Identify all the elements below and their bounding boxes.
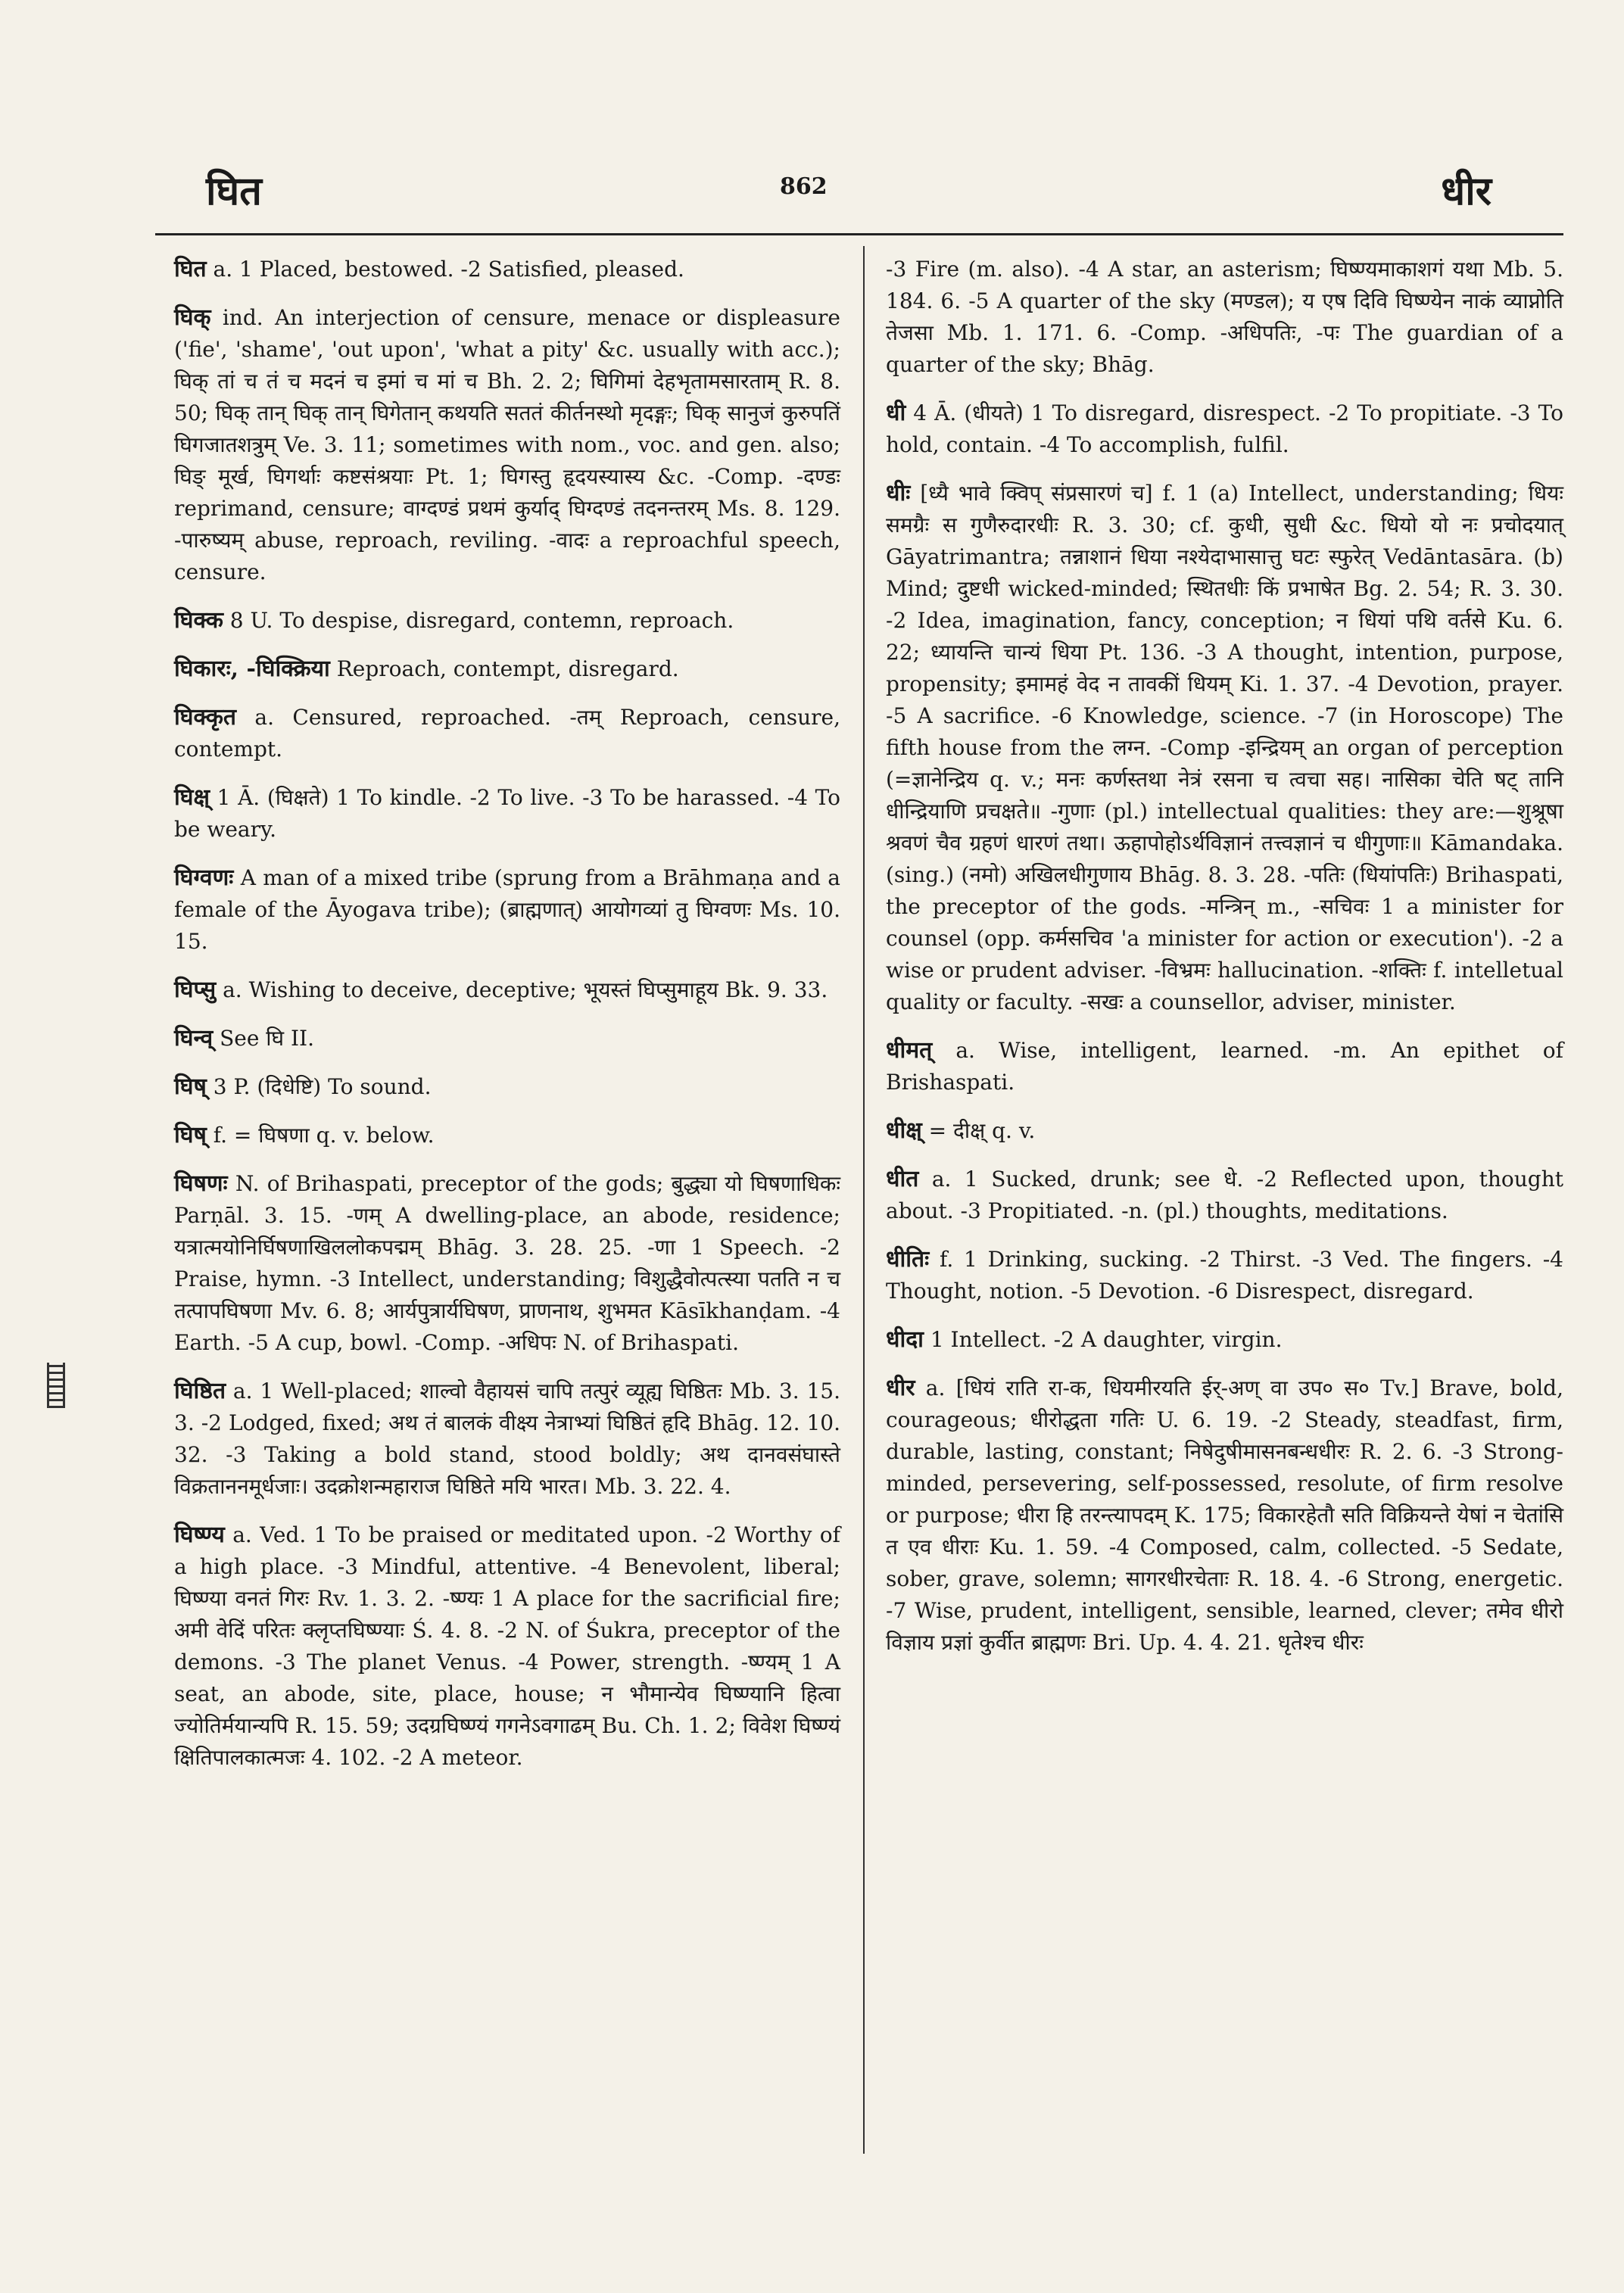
dictionary-entry	[174, 1375, 840, 1503]
entry-headword: घिक्	[174, 304, 211, 331]
entry-headword: धीत	[886, 1166, 919, 1192]
dictionary-entry	[174, 1023, 840, 1055]
dictionary-entry	[174, 1519, 840, 1774]
dictionary-entry	[174, 862, 840, 958]
entry-text: a. 1 Placed, bestowed. -2 Satisfied, pleased.	[213, 257, 684, 282]
dictionary-entry	[174, 605, 840, 637]
column-divider	[863, 246, 865, 2154]
entry-text: 8 U. To despise, disregard, contemn, reproach.	[229, 608, 734, 633]
entry-text: f. 1 Drinking, sucking. -2 Thirst. -3 Ved. The fingers. -4 Thought, notion. -5 Devotion. -6 Disrespect, disregard.	[886, 1247, 1563, 1304]
left-column	[174, 254, 840, 1790]
entry-headword: घिषणः	[174, 1170, 228, 1197]
entry-headword: धी	[886, 400, 906, 426]
entry-text: a. [धियं राति रा-क, धियमीरयति ईर्-अण् वा उप० स० Tv.] Brave, bold, courageous; धीरोद्धता गतिः U. 6. 19. -2 Steady, steadfast, firm, durable, lasting, constant; निषेदुषीमासनबन्धधीरः R. 2. 6. -3 Strong-minded, persevering, self-possessed, resolute, of firm resolve or purpose; धीरा हि तरन्त्यापदम् K. 175; विकारहेतौ सति विक्रियन्ते येषां न चेतांसि त एव धीराः Ku. 1. 59. -4 Composed, calm, collected. -5 Sedate, sober, grave, solemn; सागरधीरचेताः R. 18. 4. -6 Strong, energetic. -7 Wise, prudent, intelligent, sensible, learned, clever; तमेव धीरो विज्ञाय प्रज्ञां कुर्वीत ब्राह्मणः Bri. Up. 4. 4. 21. धृतेश्च धीरः	[886, 1375, 1563, 1655]
dictionary-entry	[886, 478, 1563, 1018]
right-running-headword: धीर	[1441, 168, 1492, 214]
entry-text: a. Wise, intelligent, learned. -m. An epithet of Brishaspati.	[886, 1038, 1563, 1095]
entry-text: a. Censured, reproached. -तम् Reproach, censure, contempt.	[174, 705, 840, 762]
entry-headword: धीर	[886, 1375, 915, 1401]
entry-text: A man of a mixed tribe (sprung from a Brāhmaṇa and a female of the Āyogava tribe); (ब्राह्मणात्) आयोगव्यां तु घिग्वणः Ms. 10. 15.	[174, 865, 840, 954]
entry-headword: धीतिः	[886, 1246, 930, 1273]
entry-text: = दीक्ष् q. v.	[928, 1118, 1036, 1143]
dictionary-entry	[886, 1324, 1563, 1356]
continued-entry	[886, 254, 1563, 381]
entry-headword: घित	[174, 256, 207, 282]
entry-headword: घिक्कृत	[174, 704, 236, 731]
entry-headword: धीदा	[886, 1326, 924, 1353]
entry-headword: धीमत्	[886, 1037, 933, 1064]
right-column	[886, 254, 1563, 1675]
dictionary-entry	[886, 1164, 1563, 1227]
entry-headword: घिष्ण्य	[174, 1522, 225, 1548]
entry-headword: घिक्क	[174, 607, 223, 634]
entry-text: N. of Brihaspati, preceptor of the gods; बुद्ध्या यो घिषणाधिकः Parṇāl. 3. 15. -णम् A dwelling-place, an abode, residence; यत्रात्मयोनिर्घिषणाखिललोकपद्मम् Bhāg. 3. 28. 25. -णा 1 Speech. -2 Praise, hymn. -3 Intellect, understanding; विशुद्धैवोत्पत्स्या पतति न च तत्पापघिषणा Mv. 6. 8; आर्यपुत्रार्यघिषण, प्राणनाथ, शुभमत Kāsīkhanḍam. -4 Earth. -5 A cup, bowl. -Comp. -अधिपः N. of Brihaspati.	[174, 1171, 840, 1355]
entry-headword: घिप्सु	[174, 977, 217, 1003]
entry-headword: धीक्ष्	[886, 1117, 922, 1144]
entry-text: See घि II.	[220, 1026, 315, 1051]
entry-headword: घिकारः, -घिक्क्रिया	[174, 656, 330, 682]
page-header	[159, 163, 1492, 216]
entry-text: a. 1 Well-placed; शाल्वो वैहायसं चापि तत्पुरं व्यूह्य घिष्ठितः Mb. 3. 15. 3. -2 Lodged, fixed; अथ तं बालकं वीक्ष्य नेत्राभ्यां घिष्ठितं हृदि Bhāg. 12. 10. 32. -3 Taking a bold stand, stood boldly; अथ दानवसंघास्ते विक्रताननमूर्धजाः। उदक्रोशन्महाराज घिष्ठिते मयि भारत। Mb. 3. 22. 4.	[174, 1379, 840, 1499]
entry-headword: घिष्	[174, 1073, 207, 1100]
dictionary-entry	[886, 1372, 1563, 1659]
entry-text: f. = घिषणा q. v. below.	[213, 1123, 435, 1148]
entry-text: [ध्यै भावे क्विप् संप्रसारणं च] f. 1 (a) Intellect, understanding; धियः समग्रैः स गुणैरुदारधीः R. 3. 30; cf. कुधी, सुधी &c. धियो यो नः प्रचोदयात् Gāyatrimantra; तन्नाशानं धिया नश्येदाभासात्तु घटः स्फुरेत् Vedāntasāra. (b) Mind; दुष्टधी wicked-minded; स्थितधीः किं प्रभाषेत Bg. 2. 54; R. 3. 30. -2 Idea, imagination, fancy, conception; न धियां पथि वर्तसे Ku. 6. 22; ध्यायन्ति चान्यं धिया Pt. 136. -3 A thought, intention, purpose, propensity; इमामहं वेद न तावकीं धियम् Ki. 1. 37. -4 Devotion, prayer. -5 A sacrifice. -6 Knowledge, science. -7 (in Horoscope) The fifth house from the लग्न. -Comp -इन्द्रियम् an organ of perception (=ज्ञानेन्द्रिय q. v.; मनः कर्णस्तथा नेत्रं रसना च त्वचा सह। नासिका चेति षट् तानि धीन्द्रियाणि प्रचक्षते॥ -गुणाः (pl.) intellectual qualities: they are:—शुश्रूषा श्रवणं चैव ग्रहणं धारणं तथा। ऊहापोहोऽर्थविज्ञानं तत्त्वज्ञानं च धीगुणाः॥ Kāmandaka. (sing.) (नमो) अखिलधीगुणाय Bhāg. 8. 3. 28. -पतिः (धियांपतिः) Brihaspati, the preceptor of the gods. -मन्त्रिन् m., -सचिवः 1 a minister for counsel (opp. कर्मसचिव 'a minister for action or execution'). -2 a wise or prudent adviser. -विभ्रमः hallucination. -शक्तिः f. intelletual quality or faculty. -सखः a counsellor, adviser, minister.	[886, 481, 1563, 1014]
entry-text: a. Ved. 1 To be praised or meditated upon. -2 Worthy of a high place. -3 Mindful, attentive. -4 Benevolent, liberal; घिष्ण्या वनतं गिरः Rv. 1. 3. 2. -ष्ण्यः 1 A place for the sacrificial fire; अमी वेदिं परितः क्लृप्तघिष्ण्याः Ś. 4. 8. -2 N. of Śukra, preceptor of the demons. -3 The planet Venus. -4 Power, strength. -ष्ण्यम् 1 A seat, an abode, site, place, house; न भौमान्येव घिष्ण्यानि हित्वा ज्योतिर्मयान्यपि R. 15. 59; उदग्रघिष्ण्यं गगनेऽवगाढम् Bu. Ch. 1. 2; विवेश घिष्ण्यं क्षितिपालकात्मजः 4. 102. -2 A meteor.	[174, 1522, 840, 1770]
dictionary-entry	[886, 397, 1563, 461]
entry-text: 1 Ā. (घिक्षते) 1 To kindle. -2 To live. -3 To be harassed. -4 To be weary.	[174, 785, 840, 842]
left-running-headword: घित	[206, 168, 262, 214]
entry-headword: घिष्	[174, 1122, 207, 1148]
entry-headword: घिन्व्	[174, 1025, 214, 1051]
dictionary-entry	[174, 653, 840, 685]
entry-headword: घिष्ठित	[174, 1378, 226, 1404]
dictionary-entry	[174, 1120, 840, 1151]
dictionary-entry	[886, 1115, 1563, 1147]
dictionary-entry	[174, 1071, 840, 1103]
entry-headword: घिक्ष्	[174, 784, 210, 811]
dictionary-entry	[886, 1035, 1563, 1098]
dictionary-entry	[886, 1244, 1563, 1307]
dictionary-entry	[174, 702, 840, 765]
entry-text: a. 1 Sucked, drunk; see धे. -2 Reflected upon, thought about. -3 Propitiated. -n. (pl.) thoughts, meditations.	[886, 1167, 1563, 1223]
entry-headword: धीः	[886, 480, 911, 506]
entry-text: 4 Ā. (धीयते) 1 To disregard, disrespect. -2 To propitiate. -3 To hold, contain. -4 To accomplish, fulfil.	[886, 400, 1563, 457]
dictionary-entry	[174, 302, 840, 588]
margin-mark	[47, 1363, 65, 1408]
dictionary-entry	[174, 254, 840, 285]
entry-text: ind. An interjection of censure, menace or displeasure ('fie', 'shame', 'out upon', 'what a pity' &c. usually with acc.); घिक् तां च तं च मदनं च इमां च मां च Bh. 2. 2; घिगिमां देहभृतामसारताम् R. 8. 50; घिक् तान् घिक् तान् घिगेतान् कथयति सततं कीर्तनस्थो मृदङ्गः; घिक् सानुजं कुरुपतिं घिगजातशत्रुम् Ve. 3. 11; sometimes with nom., voc. and gen. also; घिङ् मूर्ख, घिगर्थाः कष्टसंश्रयाः Pt. 1; घिगस्तु हृदयस्यास्य &c. -Comp. -दण्डः reprimand, censure; वाग्दण्डं प्रथमं कुर्याद् घिग्दण्डं तदनन्तरम् Ms. 8. 129. -पारुष्यम् abuse, reproach, reviling. -वादः a reproachful speech, censure.	[174, 305, 840, 584]
entry-text: Reproach, contempt, disregard.	[336, 656, 679, 681]
entry-headword: घिग्वणः	[174, 865, 234, 891]
dictionary-entry	[174, 1168, 840, 1359]
dictionary-entry	[174, 782, 840, 846]
entry-text: a. Wishing to deceive, deceptive; भूयस्तं घिप्सुमाहूय Bk. 9. 33.	[223, 977, 828, 1002]
entry-text: -3 Fire (m. also). -4 A star, an asterism; घिष्ण्यमाकाशगं यथा Mb. 5. 184. 6. -5 A quarter of the sky (मण्डल); य एष दिवि घिष्ण्येन नाकं व्याप्नोति तेजसा Mb. 1. 171. 6. -Comp. -अधिपतिः, -पः The guardian of a quarter of the sky; Bhāg.	[886, 257, 1563, 377]
entry-text: 3 P. (दिधेष्टि) To sound.	[213, 1074, 432, 1099]
entry-text: 1 Intellect. -2 A daughter, virgin.	[930, 1327, 1283, 1352]
header-rule	[155, 233, 1563, 235]
page-number: 862	[780, 173, 828, 200]
dictionary-entry	[174, 974, 840, 1006]
